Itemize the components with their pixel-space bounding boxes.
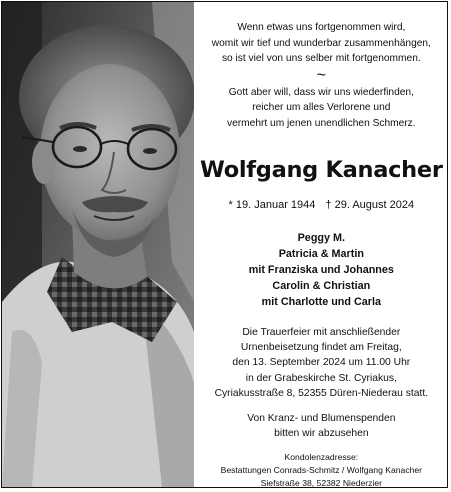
birth-date: * 19. Januar 1944 — [228, 198, 316, 211]
obituary-notice — [1, 1, 448, 488]
portrait-photo — [2, 2, 194, 487]
service-line: Cyriakusstraße 8, 52355 Düren-Niederau statt. — [214, 388, 429, 400]
poem-line: Gott aber will, dass wir uns wiederfinden, — [228, 86, 414, 98]
poem-line: Wenn etwas uns fortgenommen wird, — [237, 22, 406, 33]
poem-line: reicher um alles Verlorene und — [252, 102, 391, 114]
poem-line: womit wir tief und wunderbar zusammenhängen, — [211, 37, 431, 49]
family-list — [249, 230, 394, 311]
service-line: Urnenbeisetzung findet am Freitag, — [240, 341, 402, 353]
life-dates — [229, 199, 415, 211]
deceased-name: Wolfgang Kanacher — [200, 156, 443, 183]
family-member: Peggy M. — [297, 231, 346, 244]
poem-line: so ist viel von uns selber mit fortgenommen. — [221, 53, 421, 65]
poem-separator: ~ — [316, 66, 326, 84]
family-member: Patricia & Martin — [278, 247, 364, 260]
condolence-line: Siefstraße 38, 52382 Niederzier — [260, 477, 382, 488]
family-member: Carolin & Christian — [272, 280, 371, 293]
flowers-line: Von Kranz- und Blumenspenden — [247, 412, 396, 424]
poem — [212, 20, 431, 132]
flower-donation-note — [247, 411, 395, 442]
funeral-service-info — [215, 325, 428, 402]
service-line: den 13. September 2024 um 11.00 Uhr — [232, 357, 411, 369]
service-line: in der Grabeskirche St. Cyriakus, — [245, 372, 397, 384]
portrait-image — [2, 2, 194, 487]
death-date: † 29. August 2024 — [325, 198, 415, 211]
condolence-line: Bestattungen Conrads-Schmitz / Wolfgang Kanacher — [220, 465, 423, 476]
flowers-line: bitten wir abzusehen — [274, 428, 369, 440]
service-line: Die Trauerfeier mit anschließender — [242, 326, 401, 338]
text-column — [194, 2, 449, 487]
poem-line: vermehrt um jenen unendlichen Schmerz. — [227, 117, 416, 129]
family-member: mit Charlotte und Carla — [261, 296, 382, 309]
condolence-address — [221, 451, 422, 489]
condolence-line: Kondolenzadresse: — [284, 452, 359, 463]
family-member: mit Franziska und Johannes — [248, 263, 394, 276]
